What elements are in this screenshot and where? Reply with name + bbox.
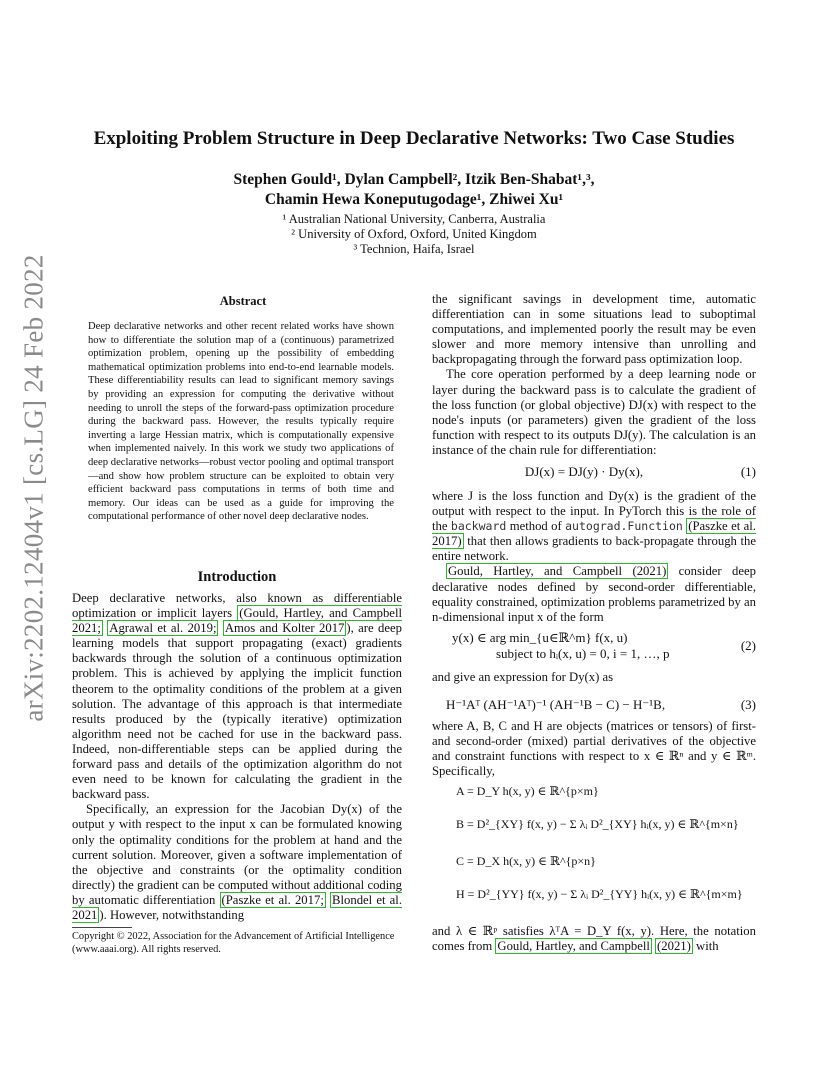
right-p3-text-a: where J is the loss function and Dy(x) is the gradient of the output with respect to the input. In PyTorch this is the role of the [432,489,756,534]
equation-a: A = D_Y h(x, y) ∈ ℝ^{p×m} [456,784,599,798]
equation-1-number: (1) [740,464,756,479]
authors-line-1: Stephen Gould¹, Dylan Campbell², Itzik Ben-Shabat¹,³, [233,171,595,188]
abstract-text: Deep declarative networks and other recent related works have shown how to differentiate the solution map of a (continuous) parametrized optimization problem, opening up the possibility of embedding mathematical optimization problems into end-to-end learnable models. These differentiability results can lead to significant memory savings by providing an expression for computing the derivative without needing to unroll the steps of the forward-pass optimization procedure during the backward pass. However, the results typically require inverting a large Hessian matrix, which is computationally expensive when implemented naively. In this work we study two applications of deep declarative networks—robust vector pooling and optimal transport—and show how problem structure can be exploited to obtain very efficient backward pass computations in terms of both time and memory. Our ideas can be used as a guide for improving the computational performance of other novel deep declarative nodes. [88,321,394,523]
right-paragraph-6: where A, B, C and H are objects (matrices or tensors) of first- and second-order (mixed) partial derivatives of the objective and constraint functions with respect to x ∈ ℝⁿ and y ∈ ℝᵐ. Specifically, [432,719,756,779]
equation-1-body: DJ(x) = DJ(y) · Dy(x), [524,464,644,479]
paper-title: Exploiting Problem Structure in Deep Declarative Networks: Two Case Studies [93,128,735,149]
introduction-body [72,591,402,923]
intro-p2-text-b: ). However, notwithstanding [99,907,245,922]
author-list [0,170,828,210]
citation-link[interactable]: Gould, Hartley, and Campbell [497,939,650,954]
affiliation-2: ² University of Oxford, Oxford, United Kingdom [291,227,537,241]
right-p7-text-b: with [692,939,719,954]
equation-2 [452,630,756,662]
right-paragraph-1: the significant savings in development time, automatic differentiation can in some situations lead to suboptimal computations, and implemented poorly the result may be even slower and more memory intensive than unrolling and backpropagating through the forward pass optimization loop. [432,292,756,367]
right-p3-text-b: method of [506,519,566,534]
code-backward: backward [450,519,507,534]
equation-3-body: H⁻¹Aᵀ (AH⁻¹Aᵀ)⁻¹ (AH⁻¹B − C) − H⁻¹B, [446,697,666,712]
intro-p1-text-b: ), are deep learning models that support propagating (exact) gradients backwards through the solution of a continuous optimization problem. This is achieved by applying the implicit function theorem to the optimality conditions of the problem at a given solution. The advantage of this approach is that intermediate results produced by the (typically iterative) optimization algorithm need not be cached for use in the backward pass. Indeed, non-differentiable steps can be applied during the forward pass and details of the optimization algorithm do not even need to be known for calculating the gradient in the backward pass. [72,621,402,802]
citation-link[interactable]: (2021) [657,939,691,954]
code-autograd-function: autograd.Function [565,519,683,534]
affiliation-1: ¹ Australian National University, Canberra, Australia [282,212,546,226]
citation-link[interactable]: (Paszke et al. 2017) [432,519,756,549]
right-column-mid [432,489,756,625]
equation-2-line-1: y(x) ∈ arg min_{u∈ℝ^m} f(x, u) [452,630,628,645]
intro-p2-text-a: Specifically, an expression for the Jacobian Dy(x) of the output y with respect to the input x can be formulated knowing only the optimality conditions for the problem at hand and the current solution. Moreover, given a software implementation of the objective and constraints (or the optimality condition directly) the gradient can be computed without additional coding by automatic differentiation [72,802,402,907]
equation-3-number: (3) [740,697,756,712]
citation-link[interactable]: Blondel et al. 2021 [72,892,403,922]
affiliations [0,212,828,257]
intro-paragraph-1 [72,591,402,802]
right-p7-text-a: and λ ∈ ℝᵖ satisfies λᵀA = D_Y f(x, y). Here, the notation comes from [432,924,756,954]
citation-link[interactable]: Gould, Hartley, and Campbell (2021) [448,564,667,579]
equation-3 [432,697,756,713]
right-p3-text-c: that then allows gradients to back-propagate through the entire network. [432,534,756,564]
right-column-defs [432,719,756,779]
dy-intro [432,670,756,685]
footnote-rule [72,927,132,928]
arxiv-stamp [14,253,54,722]
intro-p1-text-a: Deep declarative networks, also known as differentiable optimization or implicit layers [72,591,402,621]
affiliation-3: ³ Technion, Haifa, Israel [353,242,475,256]
abstract-heading: Abstract [219,294,267,308]
right-paragraph-5: and give an expression for Dy(x) as [432,670,614,684]
right-paragraph-3 [432,489,756,564]
right-paragraph-4 [432,564,756,624]
right-column-top [432,292,756,458]
equation-b: B = D²_{XY} f(x, y) − Σ λᵢ D²_{XY} hᵢ(x, y) ∈ ℝ^{m×n} [456,817,739,831]
citation-link[interactable]: Amos and Kolter 2017 [224,621,345,636]
authors-line-2: Chamin Hewa Koneputugodage¹, Zhiwei Xu¹ [264,191,564,208]
citation-link[interactable]: (Paszke et al. 2017; [221,892,324,907]
equation-2-number: (2) [740,638,756,653]
equation-2-line-2: subject to hᵢ(x, u) = 0, i = 1, …, p [496,646,670,661]
copyright-notice: Copyright © 2022, Association for the Advancement of Artificial Intelligence (www.aaai.org). All rights reserved. [72,931,395,955]
right-p4-text: consider deep declarative nodes defined by second-order differentiable, equality constrained, optimization problems parametrized by an n-dimensional input x of the form [432,564,756,624]
equation-h: H = D²_{YY} f(x, y) − Σ λᵢ D²_{YY} hᵢ(x, y) ∈ ℝ^{m×m} [456,887,743,901]
equation-1 [432,464,756,480]
derivative-definitions [456,784,756,902]
introduction-heading: Introduction [197,569,277,585]
citation-link[interactable]: Agrawal et al. 2019; [109,621,217,636]
intro-paragraph-2 [72,802,402,923]
right-paragraph-7 [432,924,756,954]
right-paragraph-2: The core operation performed by a deep learning node or layer during the backward pass is to calculate the gradient of the loss function (or global objective) DJ(x) with respect to the node's inputs (or parameters) given the gradient of the loss function with respect to its outputs DJ(y). The calculation is an instance of the chain rule for differentiation: [432,367,756,457]
right-column-bottom [432,924,756,954]
equation-c: C = D_X h(x, y) ∈ ℝ^{p×n} [456,854,596,868]
citation-link[interactable]: (Gould, Hartley, and Campbell 2021; [72,606,402,636]
arxiv-id: arXiv:2202.12404v1 [cs.LG] 24 Feb 2022 [18,253,49,722]
